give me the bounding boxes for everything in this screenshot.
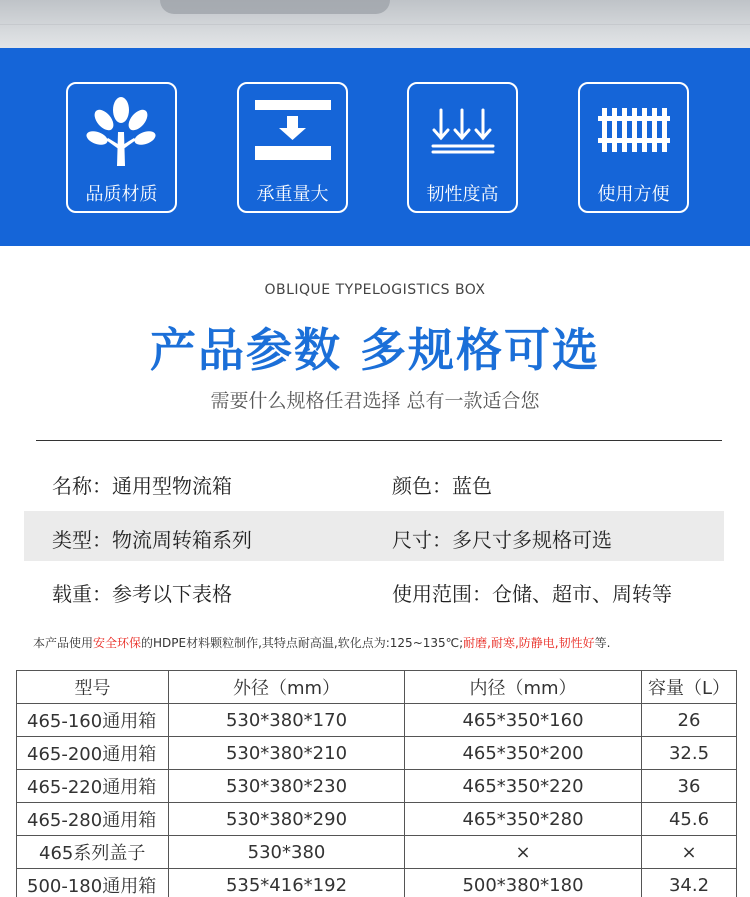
table-row: 465系列盖子 530*380 × × <box>17 836 737 869</box>
section-title: 产品参数 多规格可选 <box>149 323 600 377</box>
spec-row <box>24 457 724 507</box>
english-subtitle: OBLIQUE TYPELOGISTICS BOX <box>264 282 486 298</box>
feature-label: 承重量大 <box>256 184 329 205</box>
tree-icon <box>68 94 175 170</box>
section-tagline: 需要什么规格任君选择 总有一款适合您 <box>210 390 540 412</box>
feature-quality-material <box>66 82 177 213</box>
header-inner-size: 内径（mm） <box>405 671 642 704</box>
divider-line <box>36 440 722 441</box>
table-header-row <box>17 671 737 704</box>
table-row: 465-160通用箱 530*380*170 465*350*160 26 <box>17 704 737 737</box>
material-note: 本产品使用安全环保的HDPE材料颗粒制作,其特点耐高温,软化点为:125~135℃;耐磨,耐寒,防静电,韧性好等. <box>33 636 611 650</box>
spec-size: 尺寸：多尺寸多规格可选 <box>392 528 612 552</box>
feature-easy-use <box>578 82 689 213</box>
spec-type: 类型：物流周转箱系列 <box>52 528 252 552</box>
feature-label: 品质材质 <box>85 184 158 205</box>
spec-usage: 使用范围：仓储、超市、周转等 <box>392 582 672 606</box>
header-model: 型号 <box>17 671 169 704</box>
spec-color: 颜色：蓝色 <box>392 474 492 498</box>
table-row: 500-180通用箱 535*416*192 500*380*180 34.2 <box>17 869 737 897</box>
size-table <box>16 670 737 897</box>
fence-rail-icon <box>580 94 687 170</box>
product-photo-strip <box>0 0 750 50</box>
downward-pressure-icon <box>409 94 516 170</box>
spec-row <box>24 565 724 615</box>
note-highlight: 安全环保 <box>93 636 142 650</box>
press-load-icon <box>239 94 346 170</box>
header-capacity: 容量（L） <box>642 671 737 704</box>
spec-load: 载重：参考以下表格 <box>52 582 232 606</box>
feature-label: 使用方便 <box>597 184 670 205</box>
feature-high-toughness <box>407 82 518 213</box>
table-row: 465-200通用箱 530*380*210 465*350*200 32.5 <box>17 737 737 770</box>
feature-label: 韧性度高 <box>426 184 499 205</box>
spec-name: 名称：通用型物流箱 <box>52 474 232 498</box>
header-outer-size: 外径（mm） <box>169 671 405 704</box>
table-row: 465-280通用箱 530*380*290 465*350*280 45.6 <box>17 803 737 836</box>
product-shadow <box>160 0 390 14</box>
note-highlight: 耐磨,耐寒,防静电,韧性好 <box>463 636 595 650</box>
floor-seam <box>0 24 750 25</box>
feature-load-capacity <box>237 82 348 213</box>
table-row: 465-220通用箱 530*380*230 465*350*220 36 <box>17 770 737 803</box>
spec-row <box>24 511 724 561</box>
